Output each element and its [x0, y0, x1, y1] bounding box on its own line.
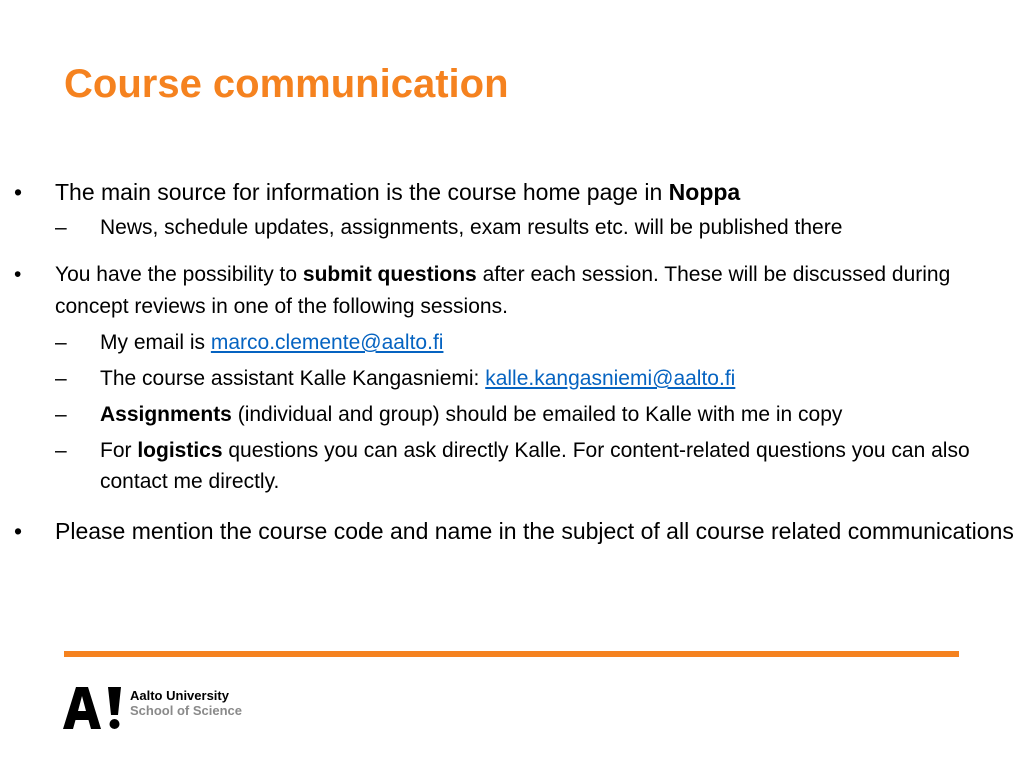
bullet-marker: • [14, 263, 22, 286]
subitem-text: (individual and group) should be emailed to Kalle with me in copy [231, 403, 843, 426]
email-link-kalle[interactable]: kalle.kangasniemi@aalto.fi [485, 367, 736, 390]
bullet-marker: • [14, 179, 23, 205]
bullet-submit-questions [14, 259, 1014, 497]
subitem-text-after: questions you can ask directly Kalle. For content-related questions you can also contact me directly. [100, 439, 970, 493]
slide-title: Course communication [64, 62, 509, 106]
university-name [130, 688, 242, 718]
school-name-line2: School of Science [130, 703, 242, 718]
subitem-logistics [55, 435, 1014, 497]
subitems [55, 212, 1014, 243]
subitem-bold-assignments: Assignments [100, 403, 232, 426]
dash-marker: – [55, 331, 67, 354]
bullet-text: Please mention the course code and name in the subject of all course related communications [55, 518, 1014, 544]
dash-marker: – [55, 439, 67, 462]
bullet-mention-course [14, 515, 1014, 547]
bullet-text: You have the possibility to [55, 263, 303, 286]
subitem-news [55, 212, 1014, 243]
email-link-marco[interactable]: marco.clemente@aalto.fi [210, 331, 444, 354]
subitem-my-email [55, 327, 1014, 358]
bullet-text-after: after each session. These will be discussed during concept reviews in one of the following sessions. [55, 263, 951, 318]
subitem-bold-logistics: logistics [137, 439, 223, 462]
subitem-text: The course assistant Kalle Kangasniemi: [100, 367, 486, 390]
bullet-marker: • [14, 518, 23, 544]
dash-marker: – [55, 403, 67, 426]
bullet-text: The main source for information is the course home page in [55, 179, 669, 205]
bullet-bold-submit-questions: submit questions [302, 263, 477, 286]
subitem-text: My email is [100, 331, 211, 354]
aalto-logo-icon [63, 685, 123, 731]
subitem-assignments [55, 399, 1014, 430]
subitem-assistant [55, 363, 1014, 394]
bullet-main-source [14, 176, 1014, 243]
bullet-list [14, 176, 1014, 547]
bullet-bold-noppa: Noppa [668, 179, 741, 205]
dash-marker: – [55, 367, 67, 390]
subitems [55, 327, 1014, 497]
university-name-line1: Aalto University [130, 688, 229, 703]
subitem-text: For [100, 439, 138, 462]
footer-divider [64, 651, 959, 657]
subitem-text: News, schedule updates, assignments, exam results etc. will be published there [100, 216, 843, 239]
dash-marker: – [55, 216, 67, 239]
